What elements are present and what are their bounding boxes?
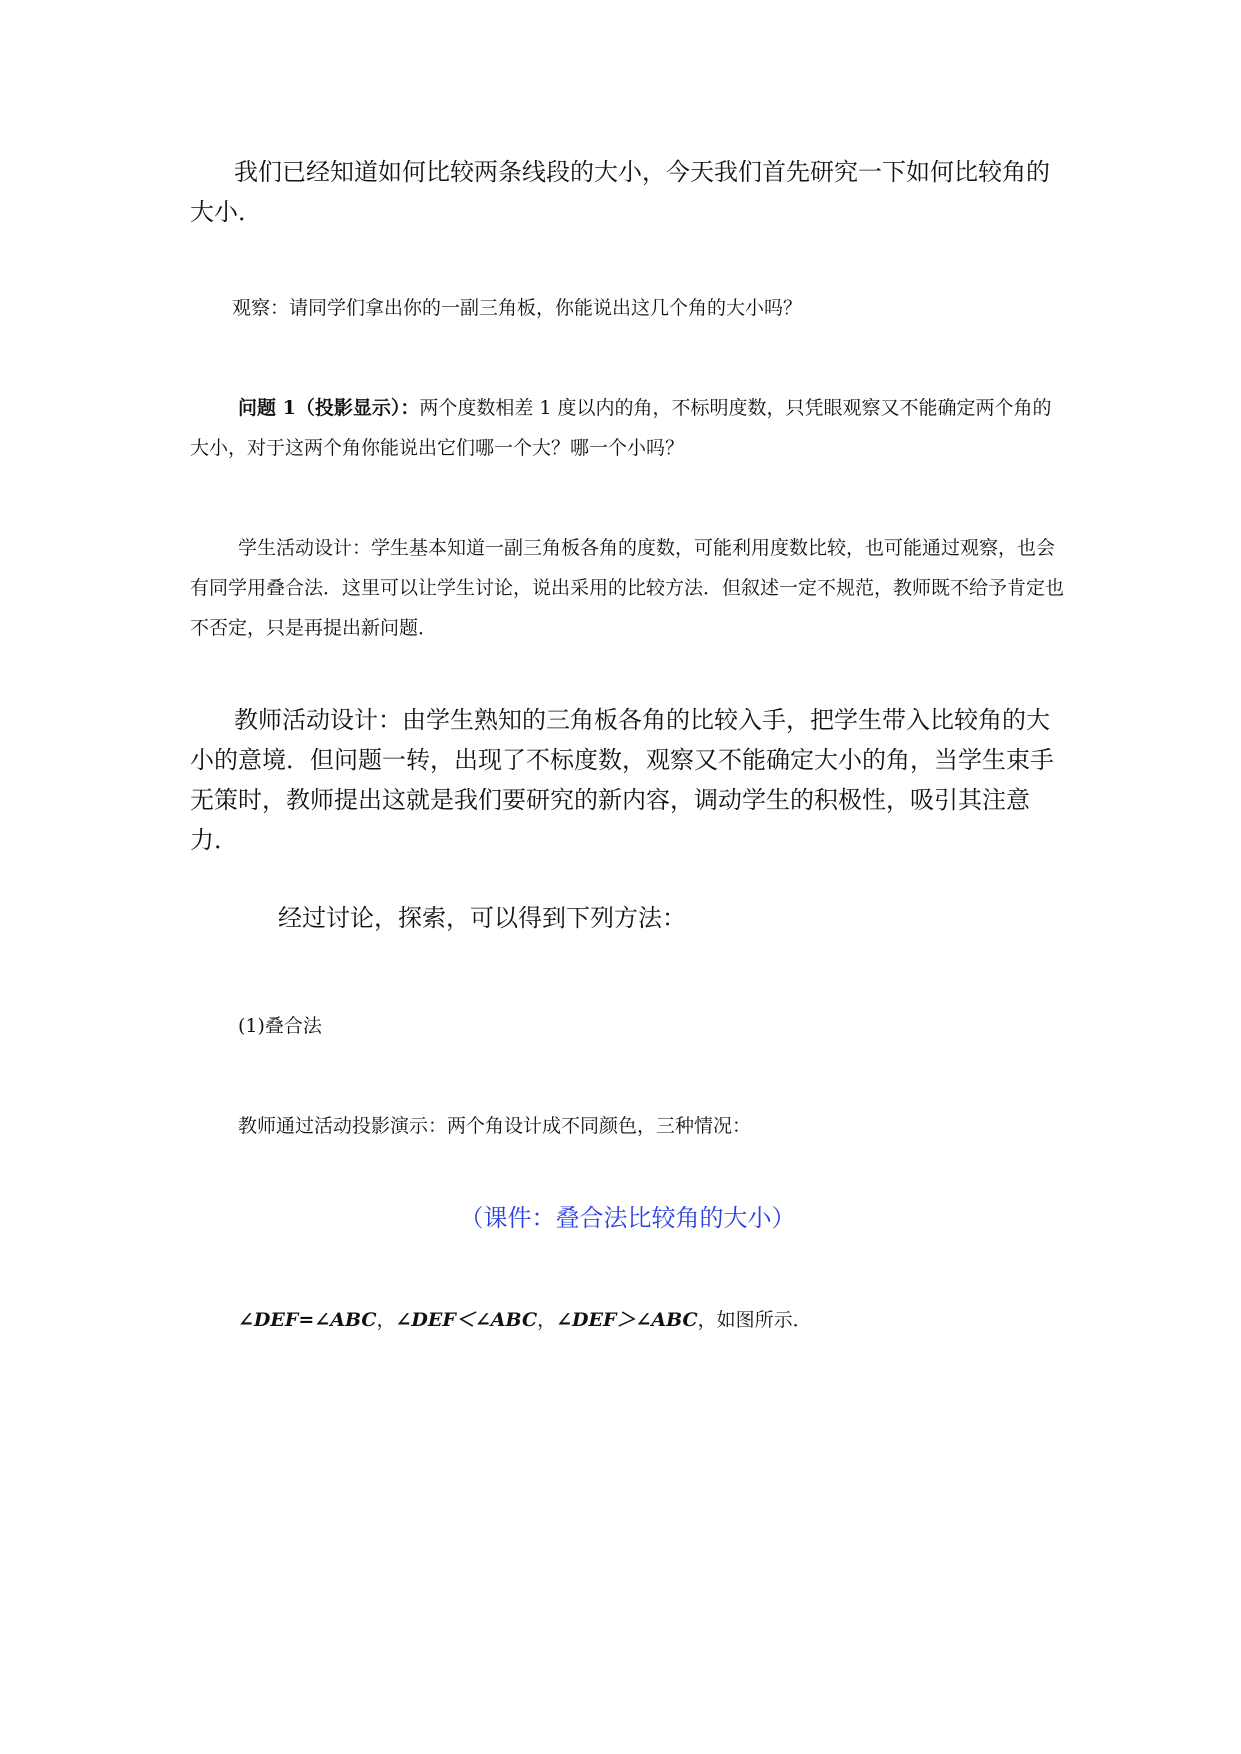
problem1-text: 两个度数相差 1 度以内的角，不标明度数，只凭眼观察又不能确定两个角的大小，对于这两个角你能说出它们哪一个大？哪一个小吗？ (190, 397, 1052, 459)
courseware-link[interactable]: （课件：叠合法比较角的大小） (459, 1204, 796, 1232)
separator-2: ， (537, 1309, 557, 1331)
discussion-paragraph: 经过讨论，探索，可以得到下列方法： (278, 904, 686, 932)
math-angle-greater: ∠DEF＞∠ABC (556, 1309, 698, 1331)
observe-paragraph: 观察：请同学们拿出你的一副三角板，你能说出这几个角的大小吗？ (232, 297, 803, 319)
student-activity-paragraph: 学生活动设计：学生基本知道一副三角板各角的度数，可能利用度数比较，也可能通过观察，也会有同学用叠合法．这里可以让学生讨论，说出采用的比较方法．但叙述一定不规范，教师既不给予肯定也不否定，只是再提出新问题． (190, 537, 1065, 639)
method1-heading: (1)叠合法 (238, 1015, 322, 1037)
angle-comparison-line (190, 1300, 1065, 1340)
teacher-activity-paragraph: 教师活动设计：由学生熟知的三角板各角的比较入手，把学生带入比较角的大小的意境．但问题一转，出现了不标度数，观察又不能确定大小的角，当学生束手无策时，教师提出这就是我们要研究的新内容，调动学生的积极性，吸引其注意力． (190, 706, 1054, 854)
demo-paragraph: 教师通过活动投影演示：两个角设计成不同颜色，三种情况： (238, 1115, 752, 1137)
separator-1: ， (376, 1309, 396, 1331)
as-shown-text: ，如图所示． (697, 1309, 812, 1331)
intro-paragraph: 我们已经知道如何比较两条线段的大小，今天我们首先研究一下如何比较角的大小． (190, 158, 1050, 226)
problem1-label: 问题 1（投影显示）： (238, 397, 420, 419)
problem1-paragraph (190, 388, 1065, 468)
math-angle-less: ∠DEF＜∠ABC (395, 1309, 538, 1331)
math-angle-equal: ∠DEF=∠ABC (238, 1309, 377, 1331)
